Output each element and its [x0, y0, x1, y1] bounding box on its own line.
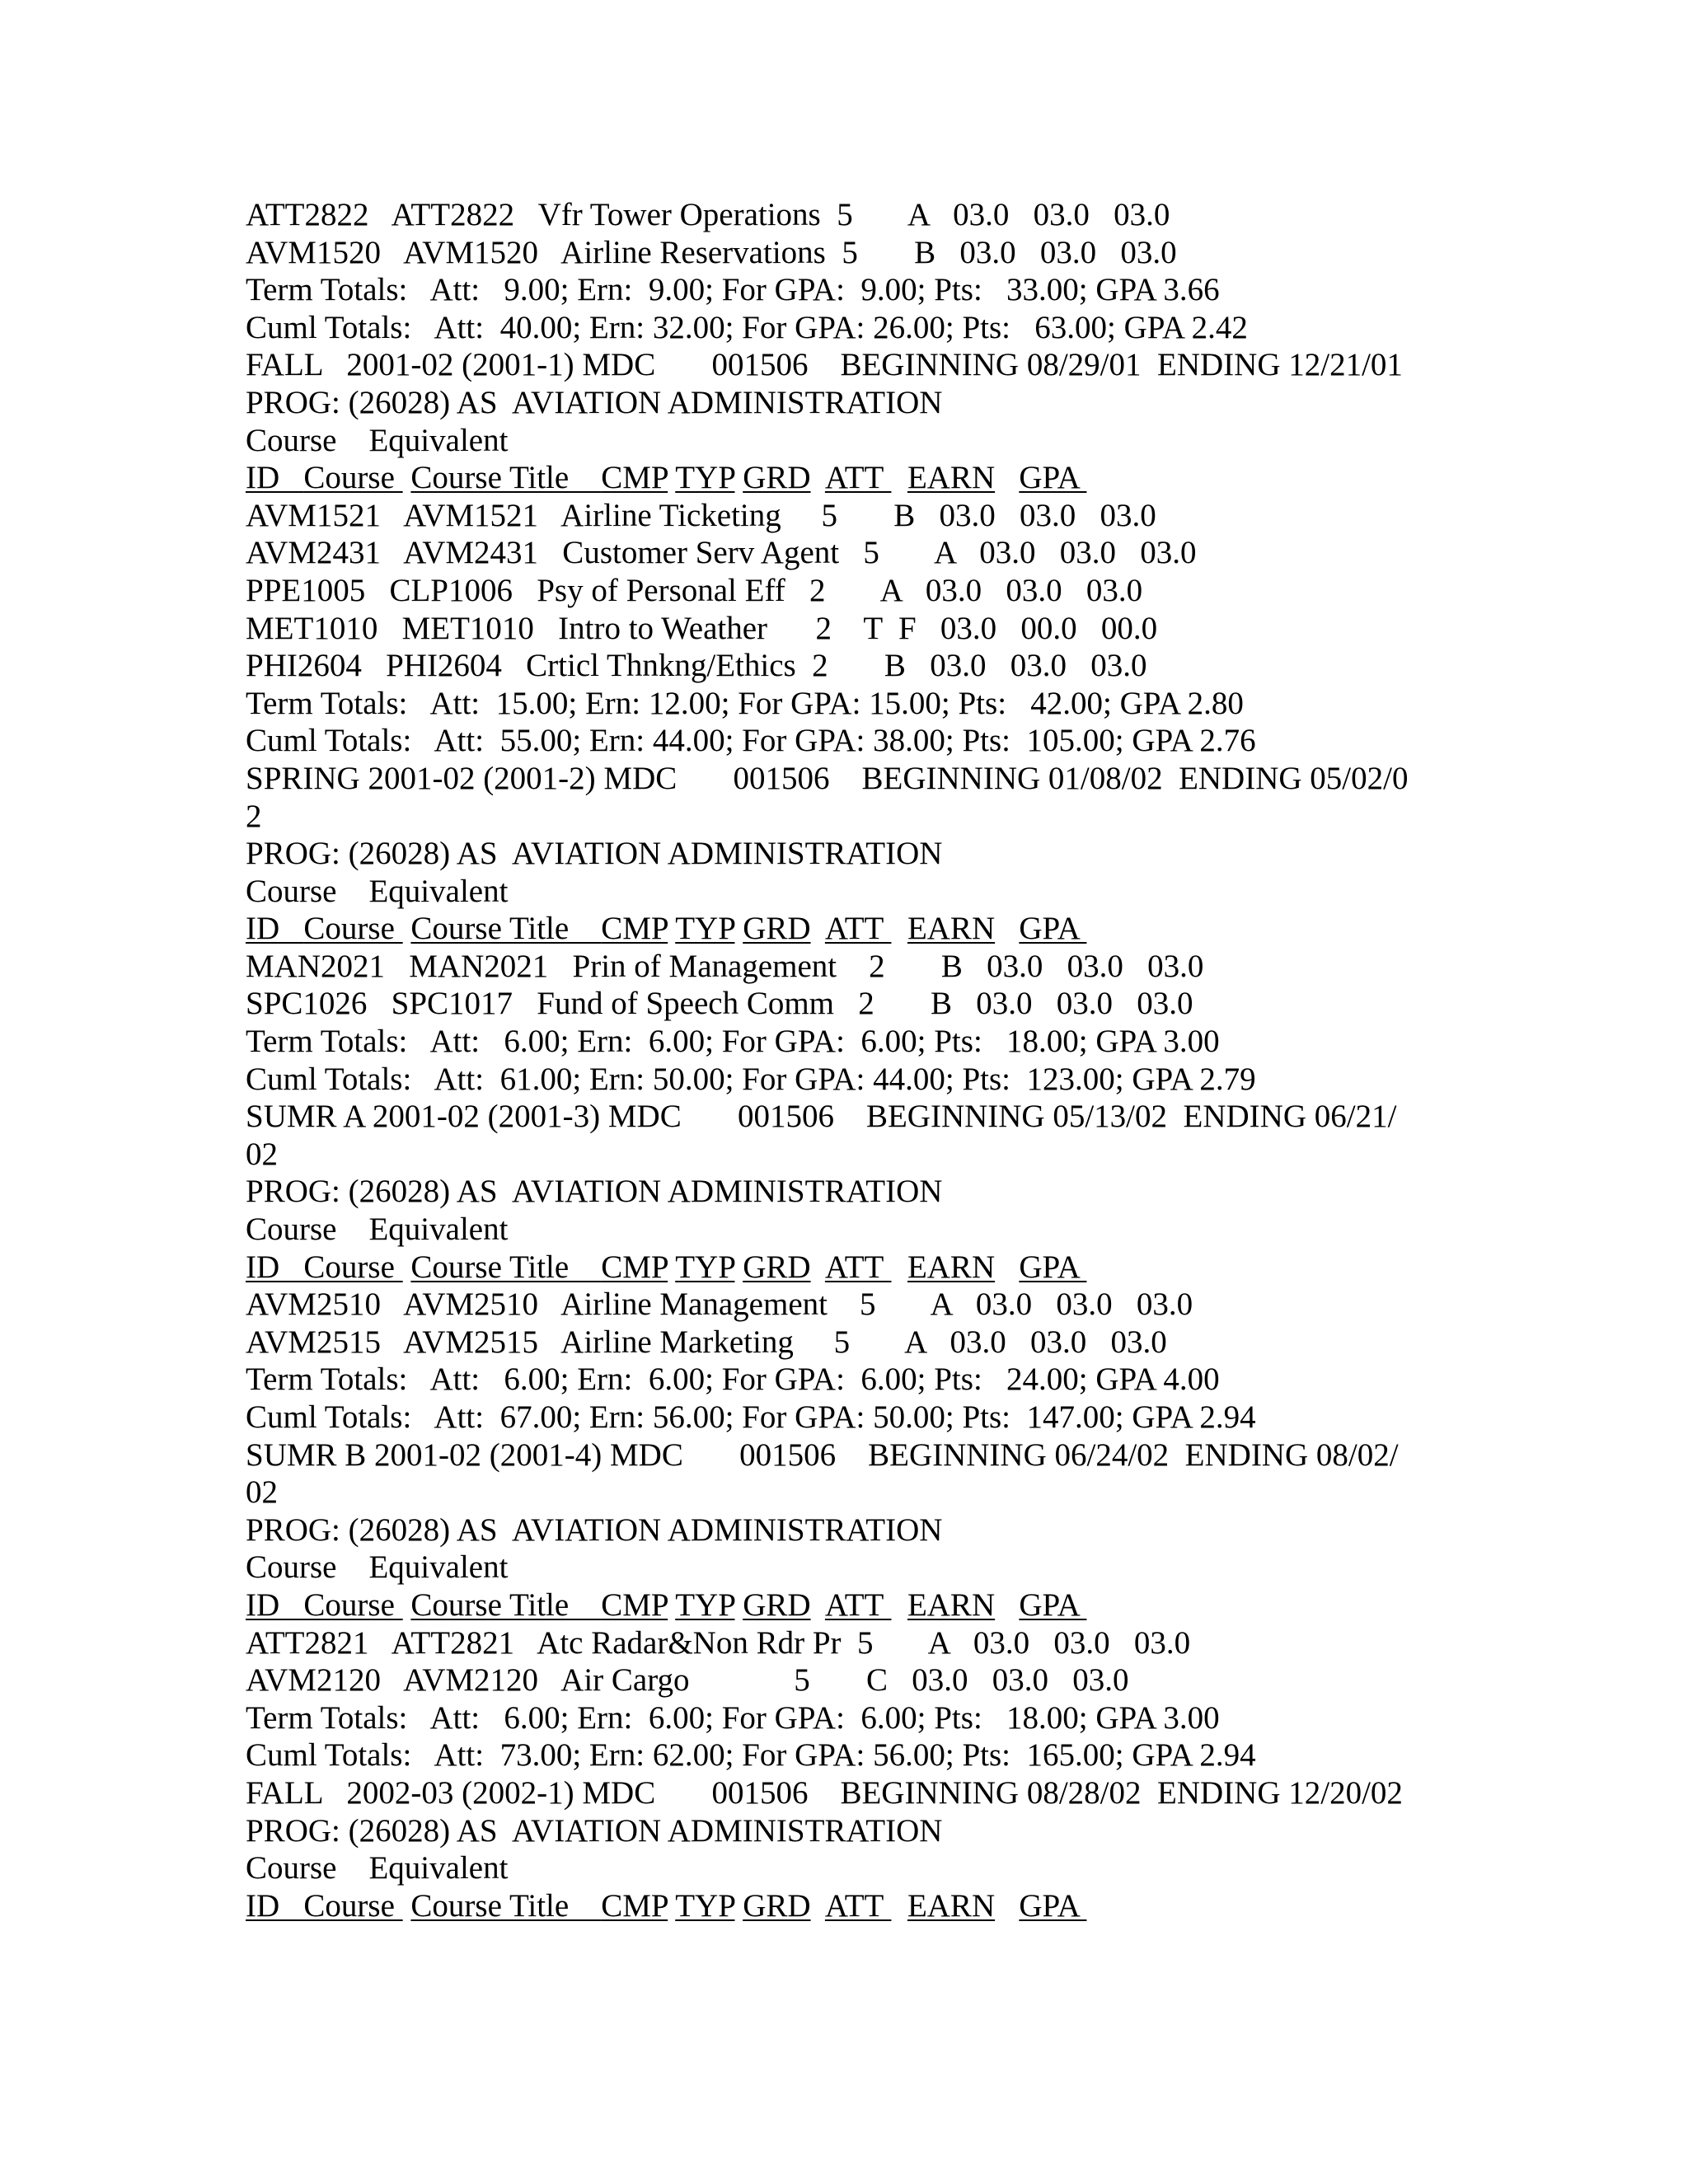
column-header-label: GRD — [743, 460, 811, 496]
term-totals: Term Totals: Att: 9.00; Ern: 9.00; For GPA: 9.00; Pts: 33.00; GPA 3.66 — [246, 272, 1220, 308]
column-header-label: Course Title — [410, 911, 602, 947]
column-header-label: TYP — [675, 1586, 735, 1623]
column-header-label: Course — [303, 1887, 403, 1924]
column-header-label: TYP — [675, 1887, 735, 1924]
term-heading: SPRING 2001-02 (2001-2) MDC 001506 BEGINNING 01/08/02 ENDING 05/02/0 — [246, 760, 1409, 796]
course-equivalent-label: Course Equivalent — [246, 873, 509, 909]
course-row: SPC1026 SPC1017 Fund of Speech Comm 2 B 03.0 03.0 03.0 — [246, 986, 1193, 1022]
term-totals: Term Totals: Att: 6.00; Ern: 6.00; For GPA: 6.00; Pts: 24.00; GPA 4.00 — [246, 1361, 1220, 1398]
term-totals: Term Totals: Att: 6.00; Ern: 6.00; For GPA: 6.00; Pts: 18.00; GPA 3.00 — [246, 1699, 1220, 1736]
cuml-totals: Cuml Totals: Att: 61.00; Ern: 50.00; For GPA: 44.00; Pts: 123.00; GPA 2.79 — [246, 1061, 1256, 1097]
column-header — [246, 910, 1449, 948]
column-header-label: GPA — [1019, 460, 1087, 496]
column-header — [246, 1249, 1449, 1286]
column-header-label: CMP — [601, 1249, 668, 1285]
column-header-label: Course Title — [410, 460, 602, 496]
column-header-label: CMP — [601, 1887, 668, 1924]
column-header-label: ID — [246, 460, 304, 496]
column-header-label: GRD — [743, 1249, 811, 1285]
column-header-label: Course Title — [410, 1249, 602, 1285]
program-line: PROG: (26028) AS AVIATION ADMINISTRATION — [246, 384, 943, 420]
column-header-label: EARN — [907, 1249, 996, 1285]
column-header-label: EARN — [907, 911, 996, 947]
course-equivalent-label: Course Equivalent — [246, 1549, 509, 1586]
column-header-label: GPA — [1019, 1887, 1087, 1924]
course-row: MET1010 MET1010 Intro to Weather 2 T F 03.0 00.0 00.0 — [246, 610, 1158, 646]
column-header-label: Course Title — [410, 1586, 602, 1623]
course-row: AVM2120 AVM2120 Air Cargo 5 C 03.0 03.0 03.0 — [246, 1662, 1129, 1699]
column-header-label: ATT — [824, 1586, 892, 1623]
course-row: AVM2515 AVM2515 Airline Marketing 5 A 03.0 03.0 03.0 — [246, 1324, 1167, 1360]
course-row: MAN2021 MAN2021 Prin of Management 2 B 03.0 03.0 03.0 — [246, 948, 1204, 984]
column-header-label: ATT — [824, 460, 892, 496]
column-header-label: CMP — [601, 911, 668, 947]
course-row: AVM1520 AVM1520 Airline Reservations 5 B 03.0 03.0 03.0 — [246, 234, 1177, 270]
column-header-label: GPA — [1019, 1586, 1087, 1623]
column-header-label: CMP — [601, 1586, 668, 1623]
program-line: PROG: (26028) AS AVIATION ADMINISTRATION — [246, 836, 943, 872]
term-heading: SUMR A 2001-02 (2001-3) MDC 001506 BEGINNING 05/13/02 ENDING 06/21/ — [246, 1099, 1397, 1135]
cuml-totals: Cuml Totals: Att: 40.00; Ern: 32.00; For GPA: 26.00; Pts: 63.00; GPA 2.42 — [246, 309, 1248, 345]
column-header-label: TYP — [675, 911, 735, 947]
course-equivalent-label: Course Equivalent — [246, 1212, 509, 1248]
column-header — [246, 1887, 1449, 1925]
column-header-label: ATT — [824, 1887, 892, 1924]
column-header-label: Course — [303, 1586, 403, 1623]
column-header-label: ID — [246, 911, 304, 947]
course-row: AVM2431 AVM2431 Customer Serv Agent 5 A 03.0 03.0 03.0 — [246, 535, 1197, 571]
column-header-label: Course — [303, 1249, 403, 1285]
course-row: AVM1521 AVM1521 Airline Ticketing 5 B 03.0 03.0 03.0 — [246, 497, 1156, 533]
course-equivalent-label: Course Equivalent — [246, 1850, 509, 1886]
program-line: PROG: (26028) AS AVIATION ADMINISTRATION — [246, 1174, 943, 1210]
column-header-label: TYP — [675, 460, 735, 496]
column-header-label: GRD — [743, 1586, 811, 1623]
column-header-label: GPA — [1019, 911, 1087, 947]
course-equivalent-label: Course Equivalent — [246, 422, 509, 458]
course-row: AVM2510 AVM2510 Airline Management 5 A 03.0 03.0 03.0 — [246, 1286, 1193, 1323]
program-line: PROG: (26028) AS AVIATION ADMINISTRATION — [246, 1511, 943, 1548]
term-totals: Term Totals: Att: 15.00; Ern: 12.00; For GPA: 15.00; Pts: 42.00; GPA 2.80 — [246, 685, 1244, 721]
transcript-page — [246, 196, 1449, 1924]
column-header-label: EARN — [907, 1887, 996, 1924]
course-row: PPE1005 CLP1006 Psy of Personal Eff 2 A 03.0 03.0 03.0 — [246, 572, 1143, 608]
term-heading-wrap: 02 — [246, 1136, 278, 1172]
column-header — [246, 459, 1449, 497]
course-row: ATT2822 ATT2822 Vfr Tower Operations 5 A 03.0 03.0 03.0 — [246, 197, 1170, 232]
cuml-totals: Cuml Totals: Att: 73.00; Ern: 62.00; For GPA: 56.00; Pts: 165.00; GPA 2.94 — [246, 1737, 1256, 1774]
program-line: PROG: (26028) AS AVIATION ADMINISTRATION — [246, 1812, 943, 1849]
column-header-label: Course Title — [410, 1887, 602, 1924]
column-header-label: TYP — [675, 1249, 735, 1285]
column-header-label: ID — [246, 1887, 304, 1924]
cuml-totals: Cuml Totals: Att: 55.00; Ern: 44.00; For GPA: 38.00; Pts: 105.00; GPA 2.76 — [246, 723, 1256, 759]
column-header — [246, 1586, 1449, 1624]
column-header-label: ATT — [824, 911, 892, 947]
column-header-label: Course — [303, 460, 403, 496]
column-header-label: ATT — [824, 1249, 892, 1285]
column-header-label: GPA — [1019, 1249, 1087, 1285]
column-header-label: EARN — [907, 1586, 996, 1623]
term-heading-wrap: 2 — [246, 798, 262, 834]
course-row: PHI2604 PHI2604 Crticl Thnkng/Ethics 2 B 03.0 03.0 03.0 — [246, 648, 1147, 684]
course-row: ATT2821 ATT2821 Atc Radar&Non Rdr Pr 5 A 03.0 03.0 03.0 — [246, 1624, 1191, 1661]
term-heading: SUMR B 2001-02 (2001-4) MDC 001506 BEGINNING 06/24/02 ENDING 08/02/ — [246, 1436, 1399, 1473]
term-heading: FALL 2002-03 (2002-1) MDC 001506 BEGINNING 08/28/02 ENDING 12/20/02 — [246, 1774, 1403, 1811]
term-heading-wrap: 02 — [246, 1474, 278, 1511]
column-header-label: EARN — [907, 460, 996, 496]
column-header-label: Course — [303, 911, 403, 947]
column-header-label: CMP — [601, 460, 668, 496]
column-header-label: ID — [246, 1586, 304, 1623]
column-header-label: ID — [246, 1249, 304, 1285]
column-header-label: GRD — [743, 911, 811, 947]
cuml-totals: Cuml Totals: Att: 67.00; Ern: 56.00; For GPA: 50.00; Pts: 147.00; GPA 2.94 — [246, 1399, 1256, 1435]
column-header-label: GRD — [743, 1887, 811, 1924]
term-heading: FALL 2001-02 (2001-1) MDC 001506 BEGINNING 08/29/01 ENDING 12/21/01 — [246, 347, 1403, 383]
term-totals: Term Totals: Att: 6.00; Ern: 6.00; For GPA: 6.00; Pts: 18.00; GPA 3.00 — [246, 1024, 1220, 1060]
